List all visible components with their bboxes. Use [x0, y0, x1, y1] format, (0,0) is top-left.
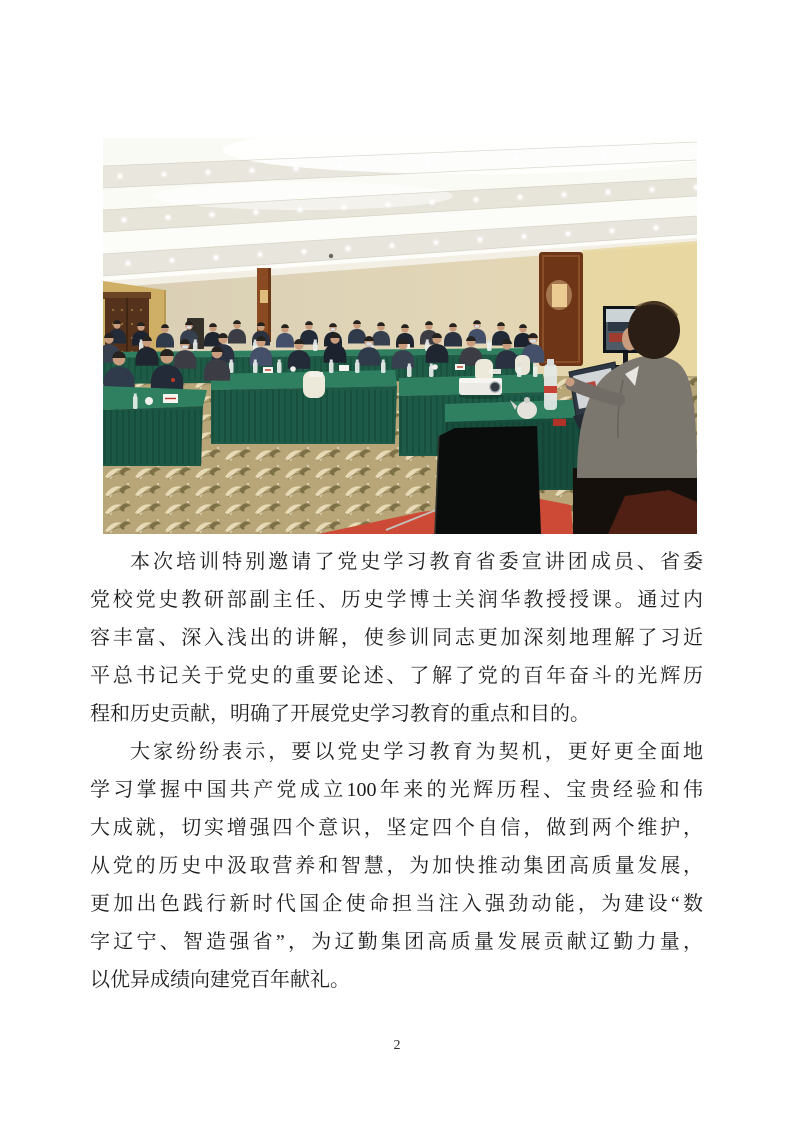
- projector: [459, 378, 503, 399]
- text-line: 更加出色践行新时代国企使命担当注入强劲动能，为建设“数: [90, 893, 703, 915]
- paragraph: [90, 733, 703, 999]
- text-line: 字辽宁、智造强省”，为辽勤集团高质量发展贡献辽勤力量，: [90, 931, 703, 953]
- foreground-monitor-back: [435, 426, 541, 534]
- page-number: 2: [393, 1038, 401, 1053]
- text-line: 以优异成绩向建党百年献礼。: [90, 969, 350, 991]
- text-line: 本次培训特别邀请了党史学习教育省委宣讲团成员、省委: [130, 551, 703, 573]
- text-line: 平总书记关于党史的重要论述、了解了党的百年奋斗的光辉历: [90, 665, 703, 687]
- text-line: 党校党史教研部副主任、历史学博士关润华教授授课。通过内: [90, 589, 703, 611]
- text-line: 容丰富、深入浅出的讲解，使参训同志更加深刻地理解了习近: [90, 627, 703, 649]
- text-line: 大成就，切实增强四个意识，坚定四个自信，做到两个维护，: [90, 817, 703, 839]
- text-line: 大家纷纷表示，要以党史学习教育为契机，更好更全面地: [130, 741, 703, 763]
- text-line: 从党的历史中汲取营养和智慧，为加快推动集团高质量发展，: [90, 855, 703, 877]
- text-line: 学习掌握中国共产党成立100年来的光辉历程、宝贵经验和伟: [90, 779, 703, 801]
- training-photo: [103, 138, 697, 534]
- paragraph: [90, 543, 703, 733]
- text-line: 程和历史贡献，明确了开展党史学习教育的重点和目的。: [90, 703, 590, 725]
- near-table: [103, 386, 207, 466]
- photo: [103, 138, 697, 534]
- document-body: [90, 543, 703, 999]
